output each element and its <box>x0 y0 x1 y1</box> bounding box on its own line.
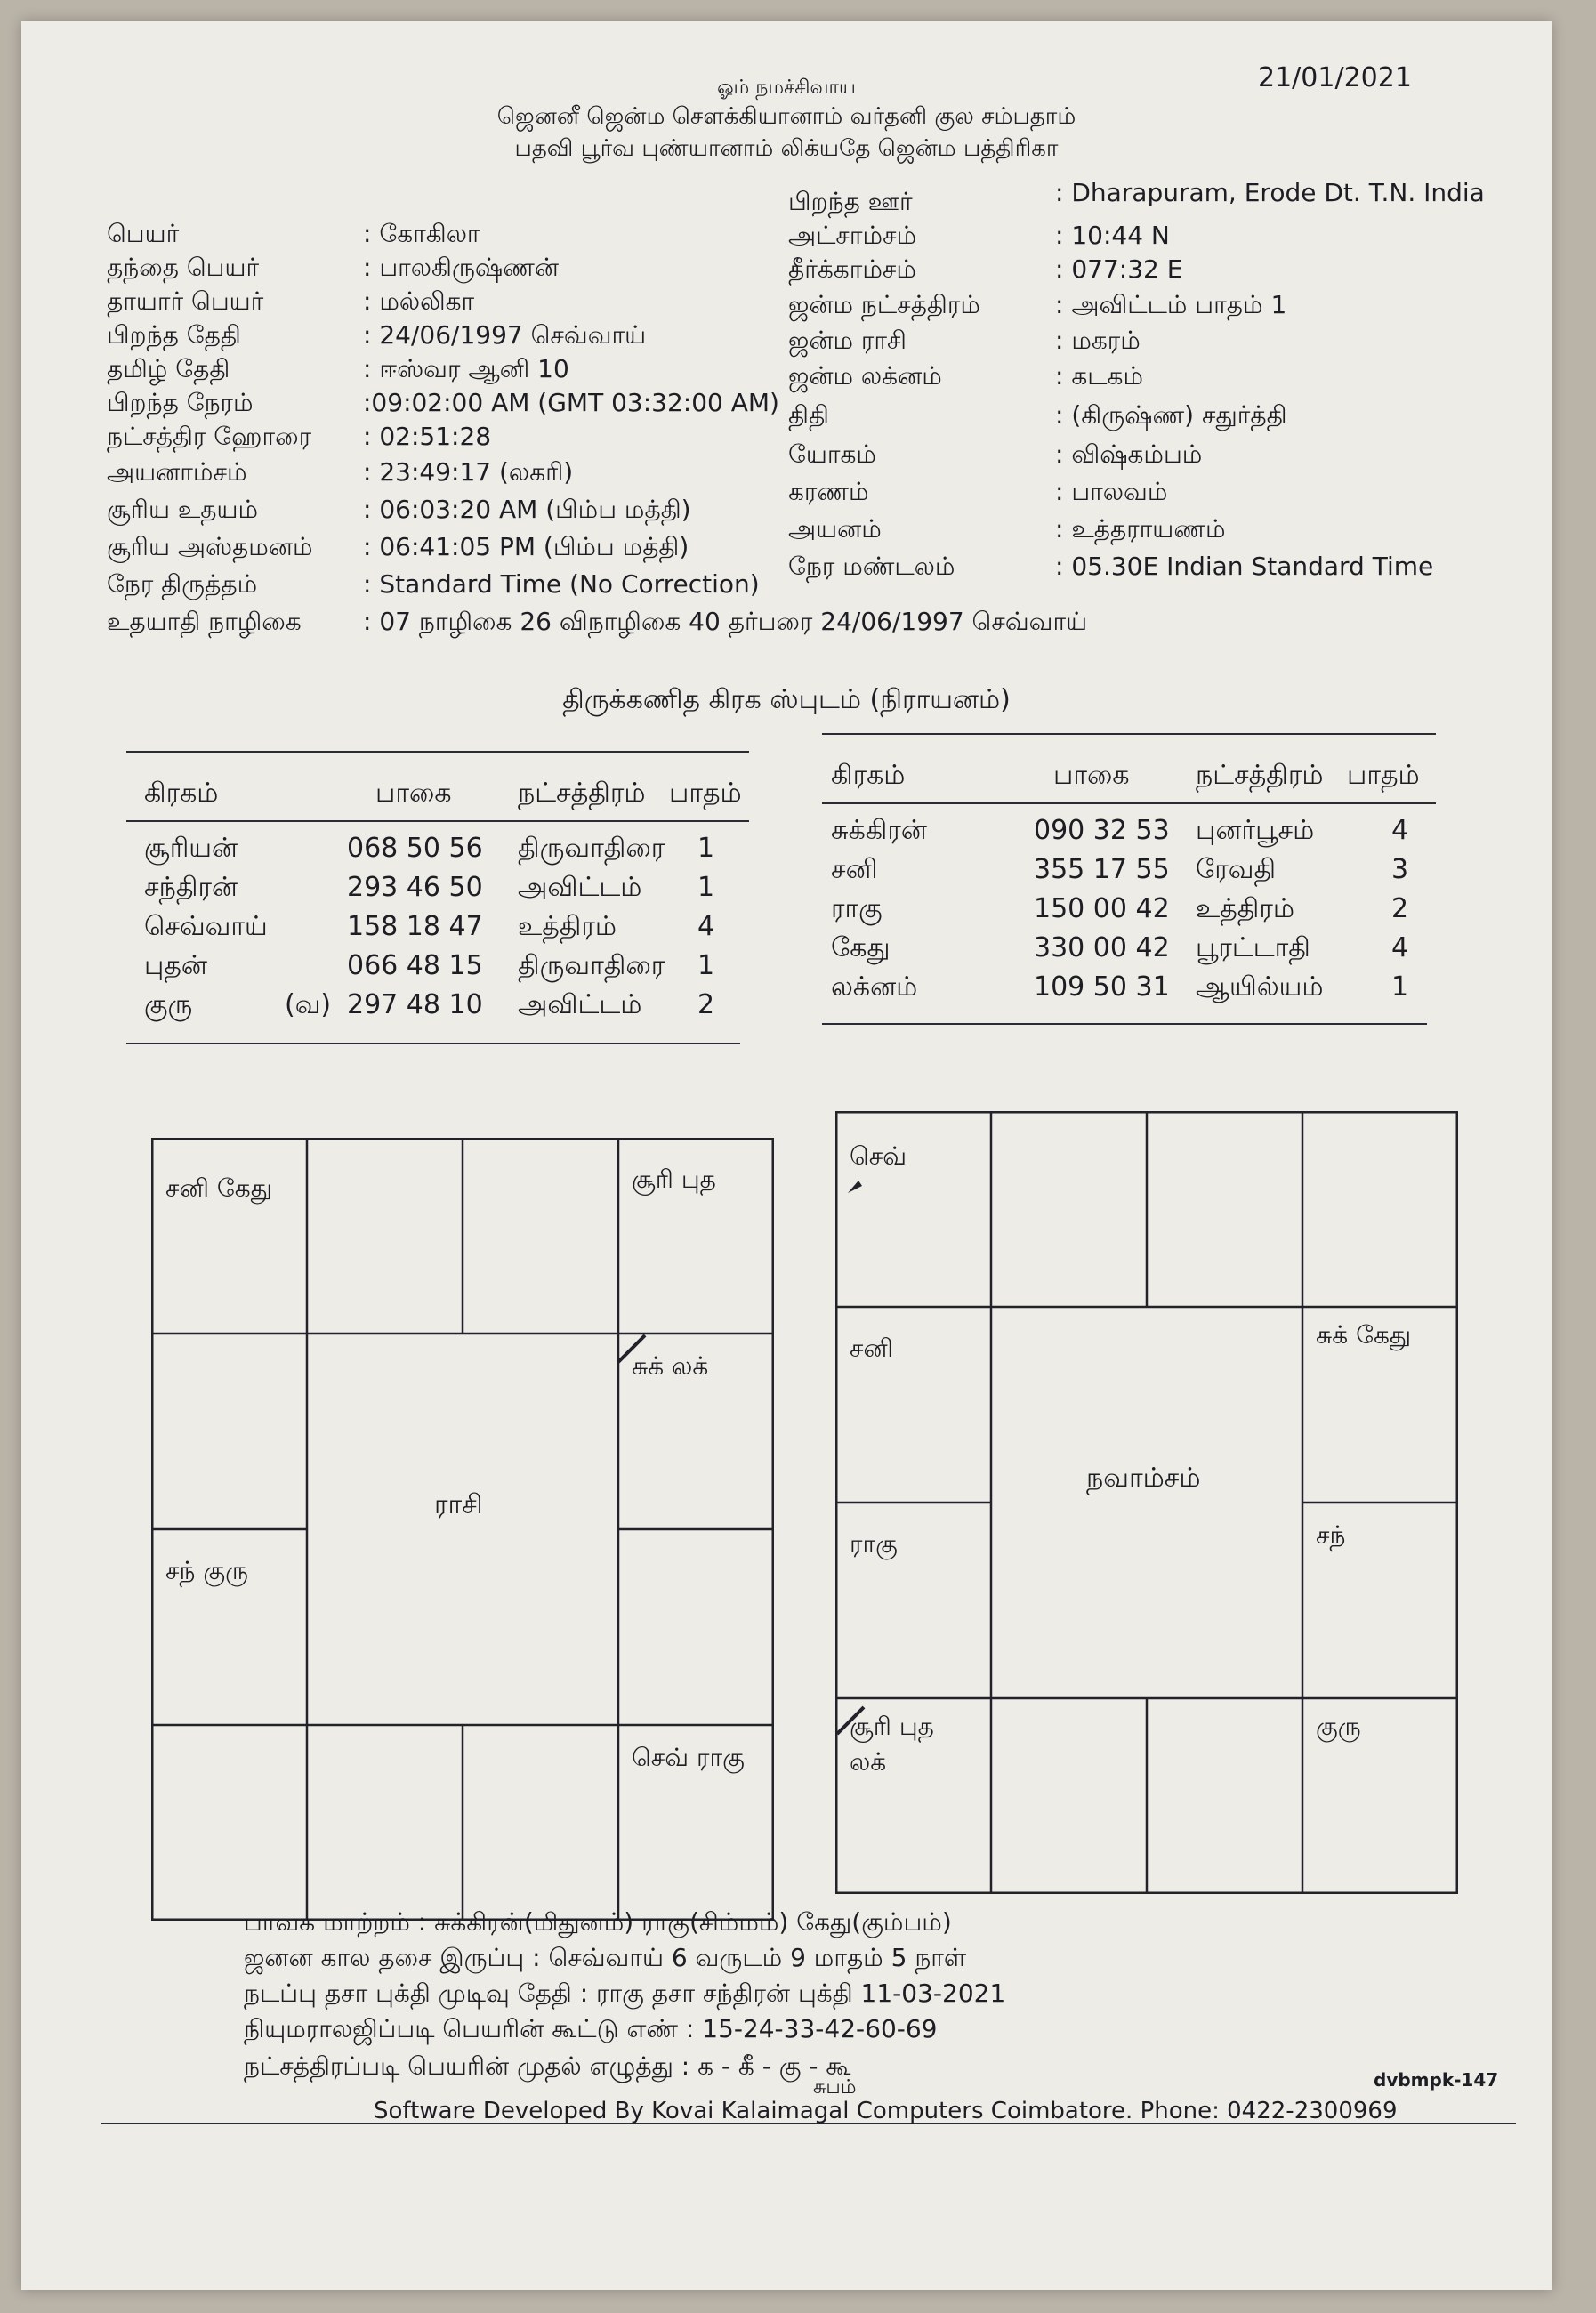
bhava-change: பாவக மாற்றம் : சுக்கிரன்(மிதுனம்) ராகு(சிம்மம்) கேது(கும்பம்) <box>244 1907 952 1937</box>
detail-label: தந்தை பெயர் <box>107 253 260 282</box>
table-row-pada: 4 <box>1391 932 1409 963</box>
table-row-degree: 297 48 10 <box>347 989 483 1020</box>
detail-label: ஜன்ம ராசி <box>788 326 907 355</box>
navamsa-house-12-planets: சனி <box>850 1334 893 1363</box>
detail-value: : கடகம் <box>1055 361 1143 391</box>
navamsa-house-7-planets: குரு <box>1316 1712 1361 1741</box>
planet-positions-title: திருக்கணித கிரக ஸ்புடம் (நிராயனம்) <box>562 684 1011 715</box>
col-header-planet: கிரகம் <box>144 778 219 809</box>
header-line-1: ஓம் நமச்சிவாய <box>717 77 856 99</box>
table-rule-header <box>126 820 749 822</box>
table-row-pada: 1 <box>697 833 715 864</box>
detail-value: : விஷ்கம்பம் <box>1055 439 1203 469</box>
rasi-house-5-planets: சுக் லக் <box>632 1351 709 1381</box>
table-row-pada: 2 <box>1391 893 1409 924</box>
detail-label: நேர மண்டலம் <box>788 552 955 581</box>
detail-value: : 06:03:20 AM (பிம்ப மத்தி) <box>363 495 691 524</box>
table-row-degree: 150 00 42 <box>1034 893 1170 924</box>
detail-label: ஜன்ம நட்சத்திரம் <box>788 290 980 319</box>
detail-value: : Standard Time (No Correction) <box>363 569 760 599</box>
col-header-star: நட்சத்திரம் <box>518 778 646 809</box>
detail-label: அயனாம்சம் <box>107 457 247 487</box>
detail-value: : 24/06/1997 செவ்வாய் <box>363 320 647 350</box>
detail-value: : கோகிலா <box>363 219 480 248</box>
detail-value: : 077:32 E <box>1055 254 1183 284</box>
header-line-2: ஜெனனீ ஜென்ம சௌக்கியானாம் வர்தனி குல சம்பதாம் <box>496 103 1076 130</box>
table-row-degree: 293 46 50 <box>347 872 483 903</box>
numerology-number: நியுமராலஜிப்படி பெயரின் கூட்டு எண் : 15-24-33-42-60-69 <box>244 2014 938 2043</box>
table-row-pada: 1 <box>697 950 715 981</box>
table-rule-header <box>822 802 1436 804</box>
table-row-planet: குரு <box>144 989 193 1020</box>
table-row-star: உத்திரம் <box>518 911 617 942</box>
navamsa-house-10-planets: சூரி புத <box>850 1712 934 1741</box>
detail-value: : பாலவம் <box>1055 477 1168 506</box>
table-row-planet: ராகு <box>831 893 883 924</box>
table-row-planet: சுக்கிரன் <box>831 815 927 846</box>
planet-table-left <box>126 751 767 1044</box>
detail-value: : 06:41:05 PM (பிம்ப மத்தி) <box>363 532 689 561</box>
col-header-pada: பாதம் <box>1347 760 1420 791</box>
table-row-degree: 109 50 31 <box>1034 971 1170 1003</box>
detail-label: அயனம் <box>788 514 882 544</box>
table-row-pada: 1 <box>697 872 715 903</box>
table-row-planet: சந்திரன் <box>144 872 238 903</box>
dasa-balance: ஜனன கால தசை இருப்பு : செவ்வாய் 6 வருடம் 9 மாதம் 5 நாள் <box>244 1943 967 1972</box>
table-row-planet: சனி <box>831 854 878 885</box>
detail-label: கரணம் <box>788 477 869 506</box>
table-row-pada: 4 <box>1391 815 1409 846</box>
detail-label: திதி <box>788 400 829 430</box>
table-row-pada: 2 <box>697 989 715 1020</box>
table-row-star: திருவாதிரை <box>518 950 665 981</box>
rasi-chart-grid <box>151 1138 774 1921</box>
detail-label: நேர திருத்தம் <box>107 569 258 599</box>
rasi-house-7-planets: செவ் ராகு <box>632 1743 745 1772</box>
detail-label: ஜன்ம லக்னம் <box>788 361 942 391</box>
detail-value: : (கிருஷ்ண) சதுர்த்தி <box>1055 400 1287 430</box>
table-row-star: புனர்பூசம் <box>1196 815 1315 846</box>
navamsa-house-5-planets: சுக் கேது <box>1316 1320 1412 1350</box>
table-row-degree: 158 18 47 <box>347 911 483 942</box>
navamsa-house-1-planets: செவ் <box>850 1141 907 1171</box>
subam-text: சுபம் <box>813 2076 857 2099</box>
table-rule-top <box>126 751 749 753</box>
navamsa-house-6-planets: சந் <box>1316 1520 1346 1550</box>
table-row-degree: 090 32 53 <box>1034 815 1170 846</box>
navamsa-chart-title: நவாம்சம் <box>1086 1463 1201 1494</box>
table-row-star: பூரட்டாதி <box>1196 932 1310 963</box>
table-row-degree: 066 48 15 <box>347 950 483 981</box>
col-header-planet: கிரகம் <box>831 760 906 791</box>
table-row-planet: புதன் <box>144 950 207 981</box>
detail-value: :09:02:00 AM (GMT 03:32:00 AM) <box>363 388 779 417</box>
table-row-pada: 4 <box>697 911 715 942</box>
detail-label: தமிழ் தேதி <box>107 354 230 383</box>
document-code: dvbmpk-147 <box>1374 2069 1499 2091</box>
header-line-3: பதவி பூர்வ புண்யானாம் லிக்யதே ஜென்ம பத்திரிகா <box>514 135 1059 162</box>
table-row-degree: 355 17 55 <box>1034 854 1170 885</box>
detail-value: : 07 நாழிகை 26 விநாழிகை 40 தர்பரை 24/06/1997 செவ்வாய் <box>363 607 1088 636</box>
table-row-star: உத்திரம் <box>1196 893 1294 924</box>
table-row-planet: செவ்வாய் <box>144 911 268 942</box>
detail-label: தாயார் பெயர் <box>107 286 264 316</box>
rasi-house-11-planets: சந் குரு <box>165 1556 249 1585</box>
table-row-star: ரேவதி <box>1196 854 1277 885</box>
detail-value: : பாலகிருஷ்ணன் <box>363 253 560 282</box>
detail-value: : Dharapuram, Erode Dt. T.N. India <box>1055 178 1485 207</box>
navamsa-chart-grid <box>835 1111 1458 1894</box>
detail-value: : 23:49:17 (லகரி) <box>363 457 574 487</box>
table-row-star: ஆயில்யம் <box>1196 971 1324 1003</box>
table-rule-bottom <box>822 1023 1427 1025</box>
print-date: 21/01/2021 <box>1258 62 1412 93</box>
detail-label: பெயர் <box>107 219 180 248</box>
rasi-house-1-planets: சனி கேது <box>165 1173 272 1203</box>
detail-value: : அவிட்டம் பாதம் 1 <box>1055 290 1287 319</box>
detail-label: பிறந்த நேரம் <box>107 388 254 417</box>
col-header-degree: பாகை <box>1053 760 1130 791</box>
rasi-chart <box>151 1138 774 1921</box>
software-credit: Software Developed By Kovai Kalaimagal Computers Coimbatore. Phone: 0422-2300969 <box>374 2098 1398 2124</box>
table-rule-top <box>822 733 1436 735</box>
detail-value: : 10:44 N <box>1055 221 1170 250</box>
table-rule-bottom <box>126 1043 740 1044</box>
detail-label: பிறந்த ஊர் <box>788 187 913 216</box>
navamsa-house-10-lagna: லக் <box>850 1747 887 1777</box>
detail-value: : மகரம் <box>1055 326 1141 355</box>
detail-value: : 02:51:28 <box>363 422 492 451</box>
table-row-pada: 3 <box>1391 854 1409 885</box>
detail-label: சூரிய அஸ்தமனம் <box>107 532 313 561</box>
current-dasa-bhukti: நடப்பு தசா புக்தி முடிவு தேதி : ராகு தசா சந்திரன் புக்தி 11-03-2021 <box>244 1979 1006 2008</box>
planet-table-right <box>822 733 1445 1027</box>
detail-value: : மல்லிகா <box>363 286 475 316</box>
table-row-planet: கேது <box>831 932 891 963</box>
col-header-star: நட்சத்திரம் <box>1196 760 1324 791</box>
col-header-pada: பாதம் <box>669 778 742 809</box>
table-row-star: திருவாதிரை <box>518 833 665 864</box>
detail-label: நட்சத்திர ஹோரை <box>107 422 312 451</box>
table-row-planet: லக்னம் <box>831 971 918 1003</box>
detail-label: அட்சாம்சம் <box>788 221 917 250</box>
detail-value: : உத்தராயணம் <box>1055 514 1226 544</box>
rasi-chart-title: ராசி <box>434 1489 483 1520</box>
name-first-letters: நட்சத்திரப்படி பெயரின் முதல் எழுத்து : க - கீ - கு - கூ <box>244 2051 851 2081</box>
retrograde-flag: (வ) <box>285 989 332 1020</box>
table-row-planet: சூரியன் <box>144 833 238 864</box>
navamsa-house-11-planets: ராகு <box>850 1529 898 1559</box>
horoscope-sheet <box>21 21 1552 2290</box>
col-header-degree: பாகை <box>375 778 452 809</box>
detail-label: தீர்க்காம்சம் <box>788 254 916 284</box>
detail-label: பிறந்த தேதி <box>107 320 241 350</box>
table-row-star: அவிட்டம் <box>518 989 642 1020</box>
detail-value: : ஈஸ்வர ஆனி 10 <box>363 354 569 383</box>
detail-label: சூரிய உதயம் <box>107 495 259 524</box>
table-row-star: அவிட்டம் <box>518 872 642 903</box>
detail-label: யோகம் <box>788 439 876 469</box>
table-row-degree: 068 50 56 <box>347 833 483 864</box>
table-row-degree: 330 00 42 <box>1034 932 1170 963</box>
detail-value: : 05.30E Indian Standard Time <box>1055 552 1434 581</box>
table-row-pada: 1 <box>1391 971 1409 1003</box>
rasi-house-4-planets: சூரி புத <box>632 1165 716 1194</box>
detail-label: உதயாதி நாழிகை <box>107 607 302 636</box>
navamsa-chart <box>835 1111 1458 1894</box>
